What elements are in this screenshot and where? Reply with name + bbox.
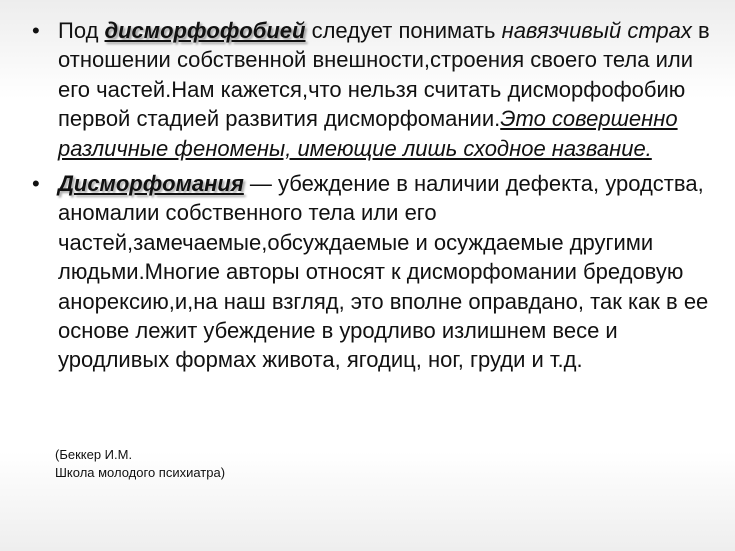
text-segment: следует понимать bbox=[305, 18, 502, 43]
term-dysmorphophobia: дисморфофобией bbox=[104, 18, 306, 43]
bullet-marker: • bbox=[32, 171, 40, 197]
text-segment: в отношении собственной внешности,строения своего тела или его частей.Нам кажется,что нельзя считать дисморфофобию первой стадией развития дисморфомании. bbox=[58, 18, 710, 132]
citation-author: (Беккер И.М. bbox=[55, 447, 133, 462]
italic-phrase: навязчивый страх bbox=[501, 18, 692, 43]
text-segment: — убеждение в наличии дефекта, уродства, аномалии собственного тела или его частей,замечаемые,обсуждаемые и осуждаемые другими людьми.Многие авторы относят к дисморфомании бредовую анорексию,и,на наш взгляд, это вполне оправдано, так как в ее основе лежит убеждение в уродливо излишнем весе и уродливых формах живота, ягодиц, ног, груди и т.д. bbox=[58, 171, 709, 373]
citation-source: Школа молодого психиатра) bbox=[55, 465, 226, 480]
bullet-dysmorphomania bbox=[32, 169, 717, 375]
citation bbox=[55, 446, 225, 482]
bullet-marker: • bbox=[32, 18, 40, 43]
emphasis-phrase: Это совершенно различные феномены, имеющие лишь сходное название. bbox=[58, 106, 678, 161]
text-segment: Под bbox=[58, 18, 105, 43]
bullet-dysmorphophobia bbox=[32, 16, 717, 163]
term-dysmorphomania: Дисморфомания bbox=[58, 171, 244, 197]
bullet-list bbox=[32, 16, 717, 381]
